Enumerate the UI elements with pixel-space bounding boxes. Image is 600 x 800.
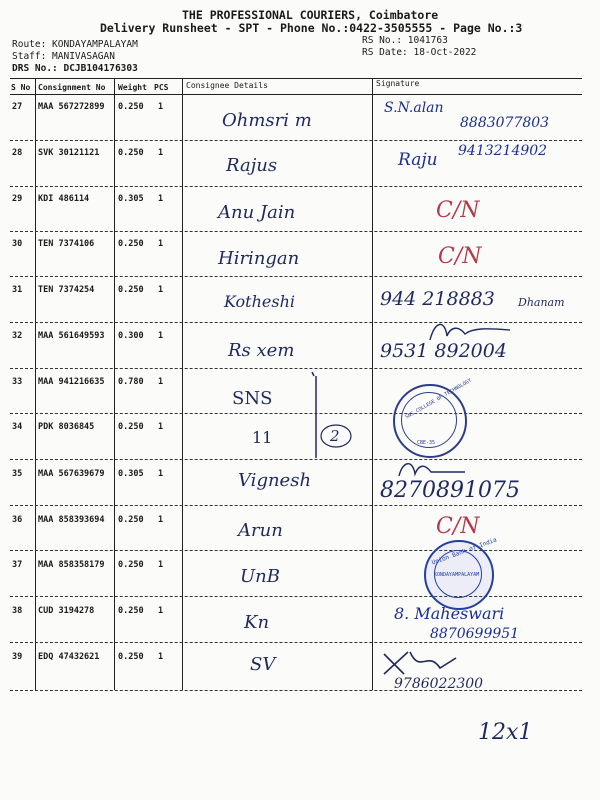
signature-scribble-31 — [425, 318, 515, 348]
table-top-border — [10, 78, 582, 79]
row-weight: 0.250 — [118, 285, 144, 295]
bank-seal-text: Union Bank of India — [430, 536, 498, 567]
table-header-border — [10, 94, 582, 95]
bank-seal-branch: KONDAYAMPALAYAM — [434, 572, 480, 578]
signature-phone-27: 8883077803 — [460, 115, 550, 131]
bank-seal-stamp — [424, 536, 498, 610]
college-seal-text: SNS COLLEGE OF TECHNOLOGY — [404, 377, 473, 421]
company-title: THE PROFESSIONAL COURIERS, Coimbatore — [182, 8, 439, 22]
handwritten-consignee: 11 — [252, 428, 273, 447]
row-pcs: 1 — [158, 331, 164, 341]
signature-phone-32: 9531 892004 — [380, 340, 507, 362]
cn-mark-30: C/N — [438, 244, 482, 269]
row-consignment-no: PDK 8036845 — [38, 422, 95, 432]
row-consignment-no: KDI 486114 — [38, 194, 90, 204]
handwritten-consignee: Kotheshi — [224, 292, 295, 311]
row-separator — [10, 505, 582, 506]
row-pcs: 1 — [158, 469, 164, 479]
row-weight: 0.250 — [118, 102, 144, 112]
row-sno: 33 — [12, 377, 23, 387]
signature-scribble-35 — [395, 458, 475, 484]
row-pcs: 1 — [158, 377, 164, 387]
runsheet-title: Delivery Runsheet - SPT - Phone No.:0422-3505555 - Page No.:3 — [100, 21, 523, 35]
handwritten-consignee: Vignesh — [238, 470, 312, 491]
row-sno: 30 — [12, 239, 23, 249]
row-sno: 35 — [12, 469, 23, 479]
college-seal-city: CBE-35 — [417, 440, 436, 446]
row-separator — [10, 276, 582, 277]
col-header-signature: Signature — [376, 79, 420, 88]
college-seal-stamp — [393, 377, 473, 458]
handwritten-consignee: Anu Jain — [218, 202, 296, 223]
row-weight: 0.250 — [118, 515, 144, 525]
row-separator — [10, 140, 582, 141]
row-weight: 0.250 — [118, 239, 144, 249]
row-separator — [10, 642, 582, 643]
col-divider — [372, 78, 373, 690]
footer-handwritten-note: 12x1 — [478, 720, 533, 745]
handwritten-consignee: Rs xem — [228, 340, 295, 361]
row-weight: 0.250 — [118, 560, 144, 570]
row-sno: 36 — [12, 515, 23, 525]
row-consignment-no: MAA 567272899 — [38, 102, 105, 112]
row-sno: 31 — [12, 285, 23, 295]
row-consignment-no: EDQ 47432621 — [38, 652, 100, 662]
cn-mark-36: C/N — [436, 514, 480, 539]
row-consignment-no: TEN 7374254 — [38, 285, 95, 295]
signature-31: Dhanam — [518, 296, 565, 309]
row-consignment-no: MAA 858358179 — [38, 560, 105, 570]
col-divider — [182, 78, 183, 690]
row-separator — [10, 186, 582, 187]
col-divider — [114, 78, 115, 690]
row-pcs: 1 — [158, 606, 164, 616]
row-weight: 0.250 — [118, 652, 144, 662]
signature-phone-38: 8870699951 — [430, 626, 520, 642]
row-consignment-no: MAA 567639679 — [38, 469, 105, 479]
row-consignment-no: MAA 561649593 — [38, 331, 105, 341]
row-separator — [10, 550, 582, 551]
row-weight: 0.305 — [118, 469, 144, 479]
signature-38: 8. Maheswari — [394, 604, 505, 623]
row-weight: 0.250 — [118, 148, 144, 158]
handwritten-consignee: SV — [250, 654, 276, 675]
signature-phone-31: 944 218883 — [380, 288, 495, 310]
row-consignment-no: MAA 858393694 — [38, 515, 105, 525]
handwritten-consignee: Rajus — [226, 155, 278, 176]
row-separator — [10, 413, 582, 414]
row-pcs: 1 — [158, 102, 164, 112]
signature-phone-28: 9413214902 — [458, 143, 548, 159]
signature-scribble-39 — [380, 648, 460, 678]
row-pcs: 1 — [158, 239, 164, 249]
row-separator — [10, 231, 582, 232]
rs-date: RS Date: 18-Oct-2022 — [362, 47, 477, 58]
row-pcs: 1 — [158, 515, 164, 525]
row-weight: 0.250 — [118, 606, 144, 616]
row-sno: 28 — [12, 148, 23, 158]
signature-phone-35: 8270891075 — [380, 478, 520, 503]
row-pcs: 1 — [158, 194, 164, 204]
signature-27: S.N.alan — [384, 100, 444, 116]
row-weight: 0.300 — [118, 331, 144, 341]
row-sno: 34 — [12, 422, 23, 432]
bracket-annotation — [300, 370, 360, 470]
route-label: Route: KONDAYAMPALAYAM — [12, 39, 138, 50]
handwritten-consignee: UnB — [240, 566, 280, 587]
row-consignment-no: CUD 3194278 — [38, 606, 95, 616]
handwritten-consignee: Arun — [238, 520, 283, 541]
handwritten-consignee: Kn — [244, 612, 270, 633]
row-separator — [10, 596, 582, 597]
handwritten-consignee: Hiringan — [218, 248, 300, 269]
row-sno: 32 — [12, 331, 23, 341]
col-header-pcs: PCS — [154, 83, 169, 92]
drs-label: DRS No.: DCJB104176303 — [12, 63, 138, 74]
col-header-consignment: Consignment No — [38, 83, 106, 92]
row-pcs: 1 — [158, 560, 164, 570]
signature-phone-39: 9786022300 — [394, 676, 484, 692]
row-weight: 0.780 — [118, 377, 144, 387]
col-divider — [35, 78, 36, 690]
col-header-sno: S No — [11, 83, 31, 92]
cn-mark-29: C/N — [436, 198, 480, 223]
staff-label: Staff: MANIVASAGAN — [12, 51, 115, 62]
row-consignment-no: SVK 30121121 — [38, 148, 100, 158]
row-sno: 27 — [12, 102, 23, 112]
row-consignment-no: MAA 941216635 — [38, 377, 105, 387]
col-header-consignee: Consignee Details — [186, 81, 268, 90]
row-pcs: 1 — [158, 285, 164, 295]
row-separator — [10, 459, 582, 460]
handwritten-consignee: SNS — [232, 388, 273, 409]
row-separator — [10, 368, 582, 369]
row-pcs: 1 — [158, 652, 164, 662]
row-pcs: 1 — [158, 148, 164, 158]
row-sno: 39 — [12, 652, 23, 662]
row-weight: 0.305 — [118, 194, 144, 204]
row-sno: 38 — [12, 606, 23, 616]
handwritten-consignee: Ohmsri m — [222, 110, 312, 131]
signature-28: Raju — [398, 150, 438, 170]
row-consignment-no: TEN 7374106 — [38, 239, 95, 249]
row-sno: 29 — [12, 194, 23, 204]
col-header-weight: Weight — [118, 83, 147, 92]
rs-number: RS No.: 1041763 — [362, 35, 448, 46]
row-sno: 37 — [12, 560, 23, 570]
circled-mark: 2 — [330, 427, 340, 445]
row-separator — [10, 690, 582, 691]
row-weight: 0.250 — [118, 422, 144, 432]
row-pcs: 1 — [158, 422, 164, 432]
